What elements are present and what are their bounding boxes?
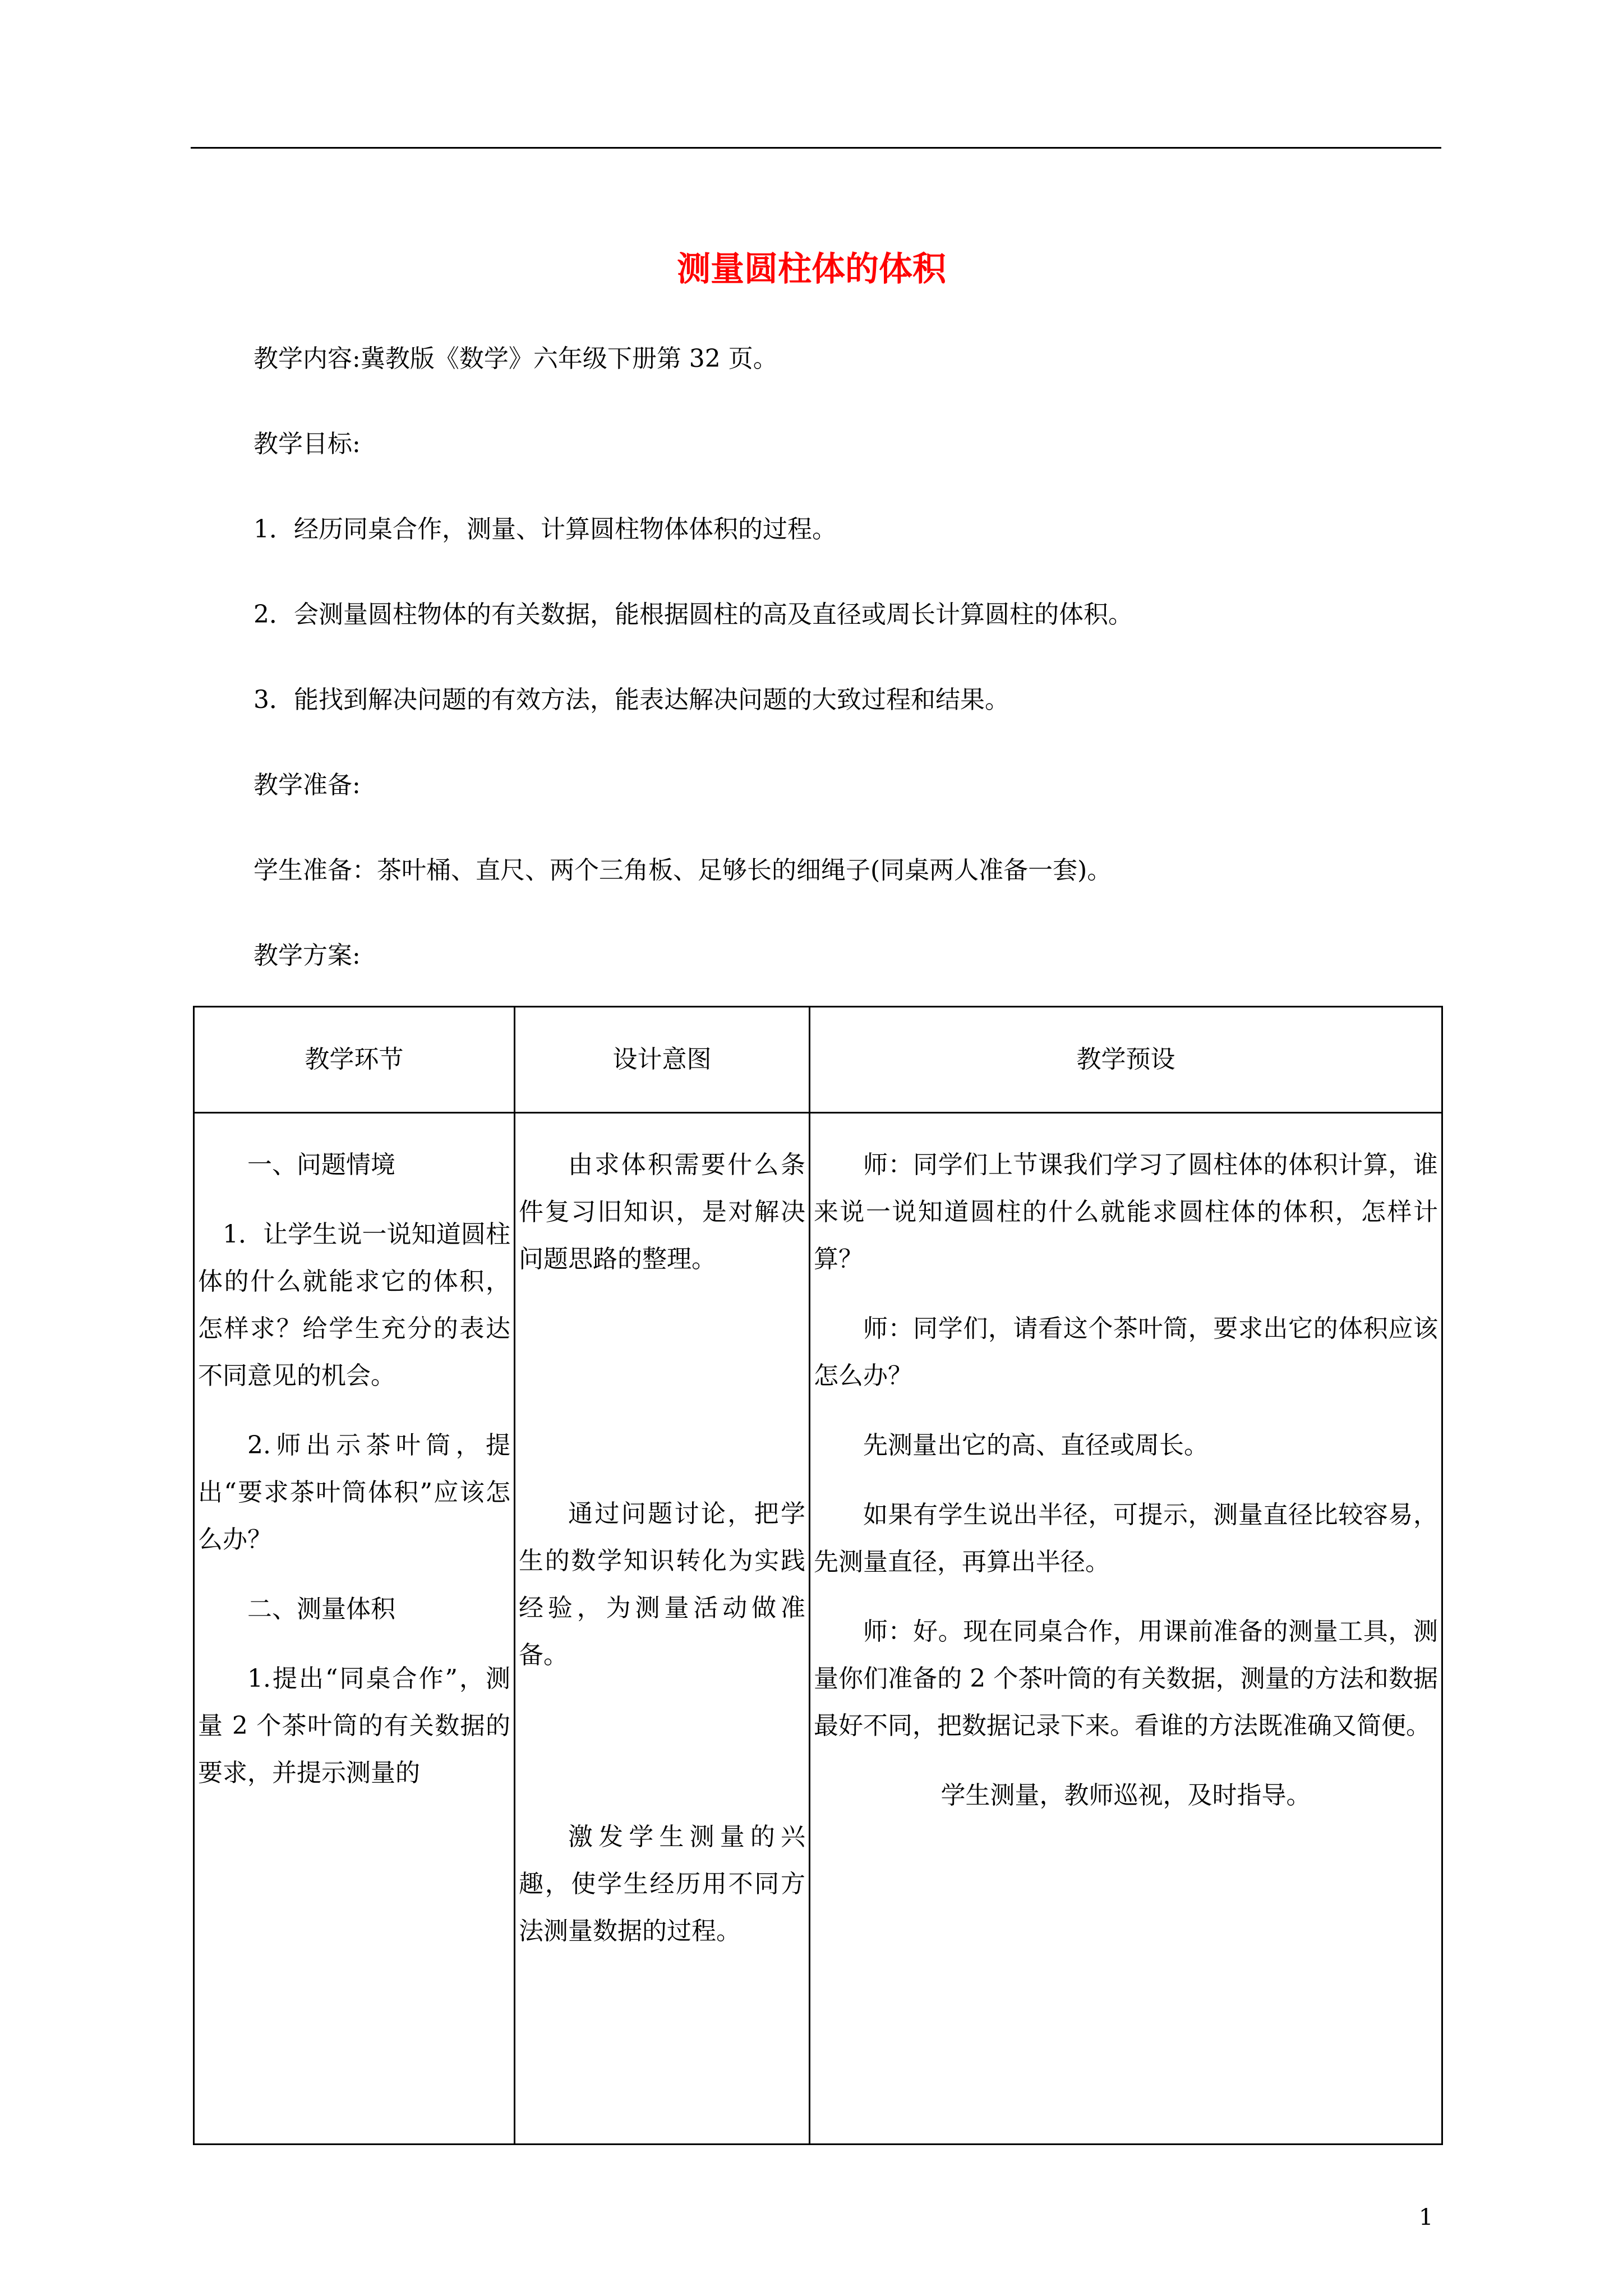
teaching-stage-cell	[194, 1113, 515, 2145]
student-prep: 学生准备：茶叶桶、直尺、两个三角板、足够长的细绳子(同桌两人准备一套)。	[253, 856, 1112, 885]
spacer	[519, 1305, 805, 1490]
goal-item: 2．会测量圆柱物体的有关数据，能根据圆柱的高及直径或周长计算圆柱的体积。	[253, 600, 1133, 629]
teaching-preset-cell	[810, 1113, 1442, 2145]
stage-item: 1.提出“同桌合作”，测量 2 个茶叶筒的有关数据的要求，并提示测量的	[198, 1664, 510, 1787]
plan-heading: 教学方案:	[253, 941, 361, 970]
teaching-content: 教学内容:冀教版《数学》六年级下册第 32 页。	[253, 344, 778, 373]
preset-item: 学生测量，教师巡视，及时指导。	[940, 1781, 1311, 1810]
stage-heading: 一、问题情境	[247, 1151, 395, 1179]
preset-item: 如果有学生说出半径，可提示，测量直径比较容易，先测量直径，再算出半径。	[814, 1501, 1438, 1576]
intent-item: 激发学生测量的兴趣，使学生经历用不同方法测量数据的过程。	[519, 1823, 805, 1945]
preset-item: 师：同学们上节课我们学习了圆柱体的体积计算，谁来说一说知道圆柱的什么就能求圆柱体的体积，怎样计算？	[814, 1151, 1438, 1273]
preset-item: 先测量出它的高、直径或周长。	[863, 1431, 1209, 1460]
header-design-intent: 设计意图	[515, 1007, 810, 1113]
header-rule	[191, 147, 1441, 149]
goals-heading: 教学目标:	[253, 430, 361, 458]
header-teaching-preset: 教学预设	[810, 1007, 1442, 1113]
lesson-plan-table	[193, 1006, 1443, 2145]
preset-item: 师：同学们，请看这个茶叶筒，要求出它的体积应该怎么办？	[814, 1314, 1438, 1390]
stage-item: 2.师出示茶叶筒，提出“要求茶叶筒体积”应该怎么办？	[198, 1431, 510, 1554]
preset-item: 师：好。现在同桌合作，用课前准备的测量工具，测量你们准备的 2 个茶叶筒的有关数据，测量的方法和数据最好不同，把数据记录下来。看谁的方法既准确又简便。	[814, 1617, 1438, 1740]
table-row	[194, 1113, 1442, 2145]
goal-item: 3．能找到解决问题的有效方法，能表达解决问题的大致过程和结果。	[253, 685, 1009, 714]
table-header-row	[194, 1007, 1442, 1113]
page-title: 测量圆柱体的体积	[677, 250, 946, 289]
goal-item: 1．经历同桌合作，测量、计算圆柱物体体积的过程。	[253, 515, 837, 544]
prep-heading: 教学准备:	[253, 771, 361, 799]
spacer	[519, 1701, 805, 1814]
stage-heading: 二、测量体积	[247, 1595, 395, 1623]
stage-item: 1．让学生说一说知道圆柱体的什么就能求它的体积，怎样求？给学生充分的表达不同意见的机会。	[198, 1220, 510, 1390]
intent-item: 由求体积需要什么条件复习旧知识，是对解决问题思路的整理。	[519, 1151, 805, 1273]
header-teaching-stage: 教学环节	[194, 1007, 515, 1113]
design-intent-cell	[515, 1113, 810, 2145]
intent-item: 通过问题讨论，把学生的数学知识转化为实践经验，为测量活动做准备。	[519, 1499, 805, 1669]
page-number: 1	[1419, 2205, 1433, 2230]
